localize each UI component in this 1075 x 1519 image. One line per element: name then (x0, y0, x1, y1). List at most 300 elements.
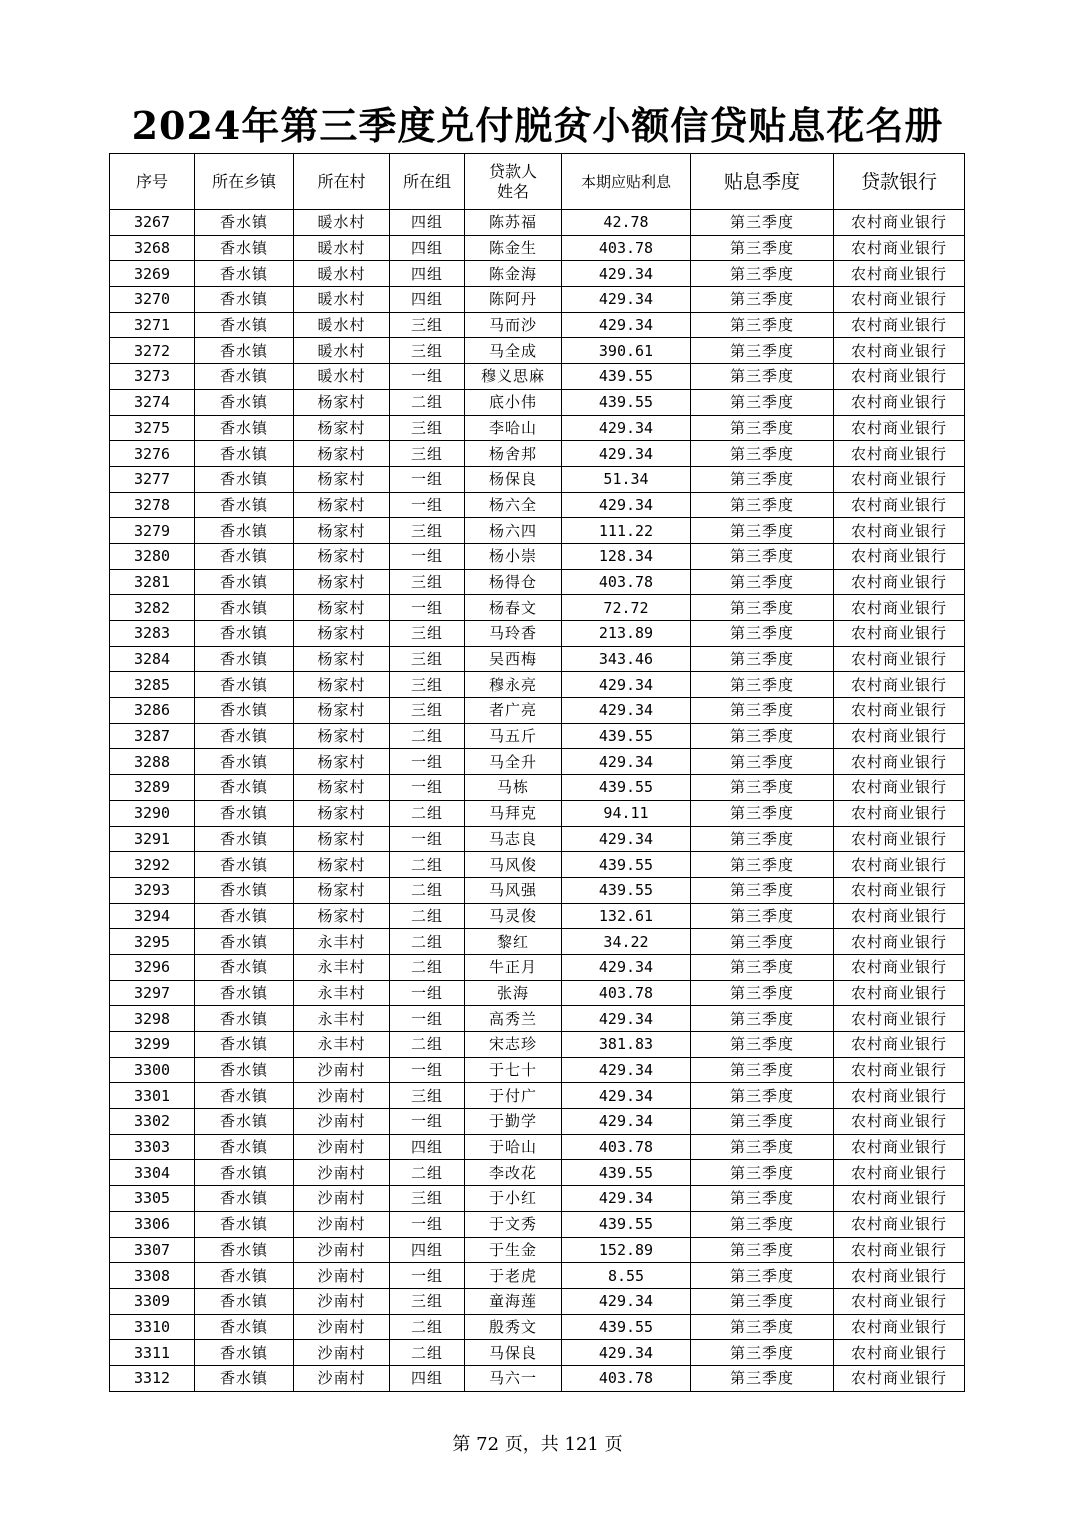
cell-seq: 3294 (110, 903, 195, 929)
cell-borrower: 马栋 (465, 775, 562, 801)
cell-township: 香水镇 (195, 852, 294, 878)
cell-seq: 3311 (110, 1340, 195, 1366)
cell-group: 二组 (390, 1032, 465, 1058)
cell-interest: 403.78 (562, 1134, 691, 1160)
cell-group: 一组 (390, 980, 465, 1006)
cell-quarter: 第三季度 (691, 1340, 834, 1366)
cell-village: 杨家村 (294, 903, 390, 929)
cell-quarter: 第三季度 (691, 1288, 834, 1314)
cell-borrower: 张海 (465, 980, 562, 1006)
cell-village: 永丰村 (294, 1006, 390, 1032)
cell-interest: 128.34 (562, 543, 691, 569)
table-row (110, 261, 965, 287)
header-bank: 贷款银行 (834, 154, 965, 210)
cell-seq: 3290 (110, 800, 195, 826)
cell-group: 二组 (390, 877, 465, 903)
cell-interest: 403.78 (562, 235, 691, 261)
cell-group: 一组 (390, 749, 465, 775)
cell-quarter: 第三季度 (691, 852, 834, 878)
cell-quarter: 第三季度 (691, 1134, 834, 1160)
table-row (110, 852, 965, 878)
header-seq: 序号 (110, 154, 195, 210)
cell-interest: 72.72 (562, 595, 691, 621)
cell-borrower: 穆永亮 (465, 672, 562, 698)
cell-quarter: 第三季度 (691, 235, 834, 261)
cell-township: 香水镇 (195, 826, 294, 852)
cell-township: 香水镇 (195, 595, 294, 621)
cell-group: 二组 (390, 852, 465, 878)
cell-borrower: 杨小崇 (465, 543, 562, 569)
cell-interest: 429.34 (562, 1057, 691, 1083)
cell-village: 沙南村 (294, 1186, 390, 1212)
cell-township: 香水镇 (195, 621, 294, 647)
cell-interest: 429.34 (562, 1288, 691, 1314)
cell-quarter: 第三季度 (691, 1083, 834, 1109)
cell-borrower: 于老虎 (465, 1263, 562, 1289)
cell-village: 杨家村 (294, 569, 390, 595)
cell-township: 香水镇 (195, 646, 294, 672)
cell-group: 二组 (390, 1314, 465, 1340)
cell-quarter: 第三季度 (691, 749, 834, 775)
cell-bank: 农村商业银行 (834, 852, 965, 878)
table-row (110, 415, 965, 441)
cell-borrower: 于七十 (465, 1057, 562, 1083)
cell-borrower: 于哈山 (465, 1134, 562, 1160)
cell-township: 香水镇 (195, 441, 294, 467)
cell-bank: 农村商业银行 (834, 1211, 965, 1237)
cell-quarter: 第三季度 (691, 723, 834, 749)
cell-borrower: 杨春文 (465, 595, 562, 621)
cell-seq: 3280 (110, 543, 195, 569)
cell-group: 四组 (390, 1134, 465, 1160)
cell-township: 香水镇 (195, 364, 294, 390)
cell-interest: 439.55 (562, 723, 691, 749)
cell-interest: 94.11 (562, 800, 691, 826)
cell-group: 一组 (390, 543, 465, 569)
table-row (110, 929, 965, 955)
cell-interest: 439.55 (562, 852, 691, 878)
cell-borrower: 高秀兰 (465, 1006, 562, 1032)
cell-interest: 429.34 (562, 1340, 691, 1366)
cell-quarter: 第三季度 (691, 877, 834, 903)
cell-township: 香水镇 (195, 1006, 294, 1032)
cell-seq: 3300 (110, 1057, 195, 1083)
cell-bank: 农村商业银行 (834, 877, 965, 903)
header-group: 所在组 (390, 154, 465, 210)
cell-quarter: 第三季度 (691, 518, 834, 544)
table-row (110, 749, 965, 775)
cell-seq: 3279 (110, 518, 195, 544)
cell-township: 香水镇 (195, 775, 294, 801)
table-row (110, 1083, 965, 1109)
cell-quarter: 第三季度 (691, 698, 834, 724)
table-row (110, 1314, 965, 1340)
cell-group: 四组 (390, 235, 465, 261)
cell-bank: 农村商业银行 (834, 1134, 965, 1160)
cell-group: 一组 (390, 492, 465, 518)
cell-quarter: 第三季度 (691, 903, 834, 929)
cell-quarter: 第三季度 (691, 338, 834, 364)
cell-borrower: 马六一 (465, 1365, 562, 1391)
cell-interest: 429.34 (562, 672, 691, 698)
cell-borrower: 牛正月 (465, 954, 562, 980)
cell-quarter: 第三季度 (691, 1160, 834, 1186)
cell-bank: 农村商业银行 (834, 800, 965, 826)
cell-bank: 农村商业银行 (834, 698, 965, 724)
cell-village: 暖水村 (294, 338, 390, 364)
cell-township: 香水镇 (195, 1109, 294, 1135)
cell-village: 沙南村 (294, 1134, 390, 1160)
cell-quarter: 第三季度 (691, 543, 834, 569)
cell-borrower: 马玲香 (465, 621, 562, 647)
cell-group: 四组 (390, 1365, 465, 1391)
table-row (110, 312, 965, 338)
cell-seq: 3309 (110, 1288, 195, 1314)
cell-township: 香水镇 (195, 1186, 294, 1212)
cell-township: 香水镇 (195, 1057, 294, 1083)
cell-quarter: 第三季度 (691, 775, 834, 801)
cell-seq: 3303 (110, 1134, 195, 1160)
cell-group: 一组 (390, 364, 465, 390)
cell-village: 永丰村 (294, 929, 390, 955)
cell-village: 沙南村 (294, 1057, 390, 1083)
cell-township: 香水镇 (195, 903, 294, 929)
cell-seq: 3271 (110, 312, 195, 338)
cell-group: 二组 (390, 800, 465, 826)
cell-group: 三组 (390, 646, 465, 672)
page-footer: 第 72 页，共 121 页 (452, 1434, 623, 1455)
cell-borrower: 童海莲 (465, 1288, 562, 1314)
table-row (110, 364, 965, 390)
cell-village: 永丰村 (294, 1032, 390, 1058)
cell-township: 香水镇 (195, 492, 294, 518)
cell-seq: 3273 (110, 364, 195, 390)
cell-bank: 农村商业银行 (834, 1057, 965, 1083)
cell-seq: 3296 (110, 954, 195, 980)
cell-interest: 429.34 (562, 441, 691, 467)
table-row (110, 1032, 965, 1058)
cell-village: 暖水村 (294, 210, 390, 236)
cell-interest: 403.78 (562, 569, 691, 595)
cell-group: 四组 (390, 287, 465, 313)
cell-township: 香水镇 (195, 210, 294, 236)
table-row (110, 903, 965, 929)
subsidy-roster-table (109, 153, 965, 1392)
cell-village: 沙南村 (294, 1365, 390, 1391)
cell-seq: 3307 (110, 1237, 195, 1263)
cell-seq: 3274 (110, 389, 195, 415)
cell-seq: 3269 (110, 261, 195, 287)
cell-interest: 429.34 (562, 415, 691, 441)
cell-seq: 3272 (110, 338, 195, 364)
cell-township: 香水镇 (195, 543, 294, 569)
cell-village: 杨家村 (294, 800, 390, 826)
cell-quarter: 第三季度 (691, 1365, 834, 1391)
cell-township: 香水镇 (195, 1083, 294, 1109)
cell-group: 三组 (390, 518, 465, 544)
cell-group: 三组 (390, 312, 465, 338)
cell-township: 香水镇 (195, 235, 294, 261)
cell-seq: 3284 (110, 646, 195, 672)
cell-borrower: 杨六四 (465, 518, 562, 544)
cell-interest: 343.46 (562, 646, 691, 672)
cell-village: 杨家村 (294, 415, 390, 441)
cell-quarter: 第三季度 (691, 569, 834, 595)
cell-village: 沙南村 (294, 1109, 390, 1135)
cell-seq: 3287 (110, 723, 195, 749)
cell-seq: 3267 (110, 210, 195, 236)
cell-borrower: 马风俊 (465, 852, 562, 878)
cell-interest: 439.55 (562, 877, 691, 903)
cell-village: 杨家村 (294, 441, 390, 467)
cell-bank: 农村商业银行 (834, 1314, 965, 1340)
cell-group: 三组 (390, 441, 465, 467)
cell-quarter: 第三季度 (691, 261, 834, 287)
table-row (110, 518, 965, 544)
table-row (110, 389, 965, 415)
table-row (110, 338, 965, 364)
cell-seq: 3291 (110, 826, 195, 852)
cell-bank: 农村商业银行 (834, 415, 965, 441)
cell-bank: 农村商业银行 (834, 518, 965, 544)
cell-quarter: 第三季度 (691, 800, 834, 826)
cell-township: 香水镇 (195, 1211, 294, 1237)
cell-village: 沙南村 (294, 1237, 390, 1263)
cell-village: 暖水村 (294, 287, 390, 313)
cell-seq: 3289 (110, 775, 195, 801)
cell-interest: 381.83 (562, 1032, 691, 1058)
cell-township: 香水镇 (195, 569, 294, 595)
cell-interest: 429.34 (562, 1109, 691, 1135)
cell-seq: 3295 (110, 929, 195, 955)
cell-village: 沙南村 (294, 1211, 390, 1237)
cell-seq: 3288 (110, 749, 195, 775)
cell-group: 一组 (390, 1006, 465, 1032)
cell-village: 杨家村 (294, 852, 390, 878)
cell-bank: 农村商业银行 (834, 441, 965, 467)
table-row (110, 287, 965, 313)
cell-bank: 农村商业银行 (834, 287, 965, 313)
cell-borrower: 杨保良 (465, 466, 562, 492)
cell-bank: 农村商业银行 (834, 749, 965, 775)
cell-borrower: 马拜克 (465, 800, 562, 826)
table-row (110, 441, 965, 467)
cell-village: 杨家村 (294, 518, 390, 544)
cell-quarter: 第三季度 (691, 1237, 834, 1263)
cell-village: 杨家村 (294, 621, 390, 647)
cell-seq: 3277 (110, 466, 195, 492)
cell-interest: 439.55 (562, 775, 691, 801)
cell-township: 香水镇 (195, 1365, 294, 1391)
cell-borrower: 底小伟 (465, 389, 562, 415)
cell-borrower: 者广亮 (465, 698, 562, 724)
cell-interest: 429.34 (562, 1006, 691, 1032)
cell-bank: 农村商业银行 (834, 235, 965, 261)
table-row (110, 466, 965, 492)
cell-group: 三组 (390, 569, 465, 595)
cell-group: 二组 (390, 929, 465, 955)
cell-borrower: 于小红 (465, 1186, 562, 1212)
cell-township: 香水镇 (195, 749, 294, 775)
cell-group: 三组 (390, 338, 465, 364)
cell-borrower: 于生金 (465, 1237, 562, 1263)
cell-seq: 3306 (110, 1211, 195, 1237)
cell-interest: 152.89 (562, 1237, 691, 1263)
cell-group: 二组 (390, 1340, 465, 1366)
cell-village: 暖水村 (294, 235, 390, 261)
table-row (110, 1160, 965, 1186)
cell-interest: 132.61 (562, 903, 691, 929)
cell-bank: 农村商业银行 (834, 466, 965, 492)
cell-borrower: 马全升 (465, 749, 562, 775)
cell-bank: 农村商业银行 (834, 980, 965, 1006)
header-borrower (465, 154, 562, 210)
table-row (110, 954, 965, 980)
cell-seq: 3268 (110, 235, 195, 261)
cell-quarter: 第三季度 (691, 826, 834, 852)
cell-bank: 农村商业银行 (834, 929, 965, 955)
cell-interest: 439.55 (562, 389, 691, 415)
cell-quarter: 第三季度 (691, 210, 834, 236)
table-row (110, 1365, 965, 1391)
cell-village: 沙南村 (294, 1314, 390, 1340)
cell-interest: 429.34 (562, 954, 691, 980)
cell-interest: 51.34 (562, 466, 691, 492)
cell-village: 永丰村 (294, 980, 390, 1006)
cell-quarter: 第三季度 (691, 1057, 834, 1083)
cell-seq: 3304 (110, 1160, 195, 1186)
cell-village: 杨家村 (294, 466, 390, 492)
cell-borrower: 马五斤 (465, 723, 562, 749)
table-row (110, 877, 965, 903)
cell-borrower: 陈金海 (465, 261, 562, 287)
cell-interest: 439.55 (562, 1160, 691, 1186)
cell-township: 香水镇 (195, 1134, 294, 1160)
cell-village: 杨家村 (294, 492, 390, 518)
cell-village: 杨家村 (294, 749, 390, 775)
cell-bank: 农村商业银行 (834, 1032, 965, 1058)
table-row (110, 1134, 965, 1160)
cell-quarter: 第三季度 (691, 954, 834, 980)
cell-borrower: 宋志珍 (465, 1032, 562, 1058)
cell-seq: 3312 (110, 1365, 195, 1391)
cell-borrower: 马志良 (465, 826, 562, 852)
cell-quarter: 第三季度 (691, 1186, 834, 1212)
cell-borrower: 马保良 (465, 1340, 562, 1366)
cell-township: 香水镇 (195, 1314, 294, 1340)
cell-interest: 439.55 (562, 364, 691, 390)
cell-group: 三组 (390, 698, 465, 724)
cell-bank: 农村商业银行 (834, 543, 965, 569)
cell-group: 一组 (390, 466, 465, 492)
table-row (110, 569, 965, 595)
cell-bank: 农村商业银行 (834, 903, 965, 929)
cell-township: 香水镇 (195, 466, 294, 492)
cell-borrower: 于付广 (465, 1083, 562, 1109)
cell-quarter: 第三季度 (691, 621, 834, 647)
cell-township: 香水镇 (195, 261, 294, 287)
cell-village: 沙南村 (294, 1160, 390, 1186)
cell-seq: 3292 (110, 852, 195, 878)
cell-group: 三组 (390, 415, 465, 441)
cell-village: 沙南村 (294, 1288, 390, 1314)
cell-group: 二组 (390, 954, 465, 980)
cell-group: 二组 (390, 903, 465, 929)
cell-seq: 3282 (110, 595, 195, 621)
table-row (110, 1288, 965, 1314)
cell-group: 一组 (390, 1057, 465, 1083)
header-borrower-line2: 姓名 (496, 181, 529, 201)
cell-group: 一组 (390, 826, 465, 852)
cell-group: 一组 (390, 775, 465, 801)
cell-township: 香水镇 (195, 1032, 294, 1058)
table-row (110, 210, 965, 236)
cell-bank: 农村商业银行 (834, 492, 965, 518)
cell-group: 一组 (390, 595, 465, 621)
cell-interest: 34.22 (562, 929, 691, 955)
cell-bank: 农村商业银行 (834, 595, 965, 621)
cell-group: 一组 (390, 1263, 465, 1289)
header-quarter: 贴息季度 (691, 154, 834, 210)
cell-quarter: 第三季度 (691, 1109, 834, 1135)
table-row (110, 800, 965, 826)
cell-quarter: 第三季度 (691, 441, 834, 467)
cell-village: 杨家村 (294, 723, 390, 749)
header-village: 所在村 (294, 154, 390, 210)
table-row (110, 698, 965, 724)
cell-village: 杨家村 (294, 775, 390, 801)
cell-quarter: 第三季度 (691, 364, 834, 390)
cell-borrower: 陈苏福 (465, 210, 562, 236)
table-row (110, 595, 965, 621)
cell-interest: 439.55 (562, 1211, 691, 1237)
cell-township: 香水镇 (195, 800, 294, 826)
cell-interest: 429.34 (562, 312, 691, 338)
cell-village: 暖水村 (294, 261, 390, 287)
cell-quarter: 第三季度 (691, 929, 834, 955)
cell-seq: 3293 (110, 877, 195, 903)
cell-borrower: 马而沙 (465, 312, 562, 338)
cell-quarter: 第三季度 (691, 312, 834, 338)
cell-borrower: 杨得仓 (465, 569, 562, 595)
cell-quarter: 第三季度 (691, 1032, 834, 1058)
cell-borrower: 李改花 (465, 1160, 562, 1186)
cell-township: 香水镇 (195, 672, 294, 698)
cell-seq: 3308 (110, 1263, 195, 1289)
cell-village: 杨家村 (294, 698, 390, 724)
cell-seq: 3297 (110, 980, 195, 1006)
cell-seq: 3310 (110, 1314, 195, 1340)
cell-village: 杨家村 (294, 877, 390, 903)
cell-borrower: 陈金生 (465, 235, 562, 261)
cell-interest: 429.34 (562, 261, 691, 287)
cell-township: 香水镇 (195, 1288, 294, 1314)
cell-township: 香水镇 (195, 698, 294, 724)
cell-group: 一组 (390, 1109, 465, 1135)
cell-bank: 农村商业银行 (834, 338, 965, 364)
cell-bank: 农村商业银行 (834, 723, 965, 749)
cell-quarter: 第三季度 (691, 595, 834, 621)
cell-township: 香水镇 (195, 980, 294, 1006)
cell-village: 杨家村 (294, 826, 390, 852)
cell-bank: 农村商业银行 (834, 672, 965, 698)
cell-quarter: 第三季度 (691, 492, 834, 518)
cell-township: 香水镇 (195, 1263, 294, 1289)
cell-quarter: 第三季度 (691, 389, 834, 415)
cell-quarter: 第三季度 (691, 1314, 834, 1340)
table-row (110, 235, 965, 261)
cell-bank: 农村商业银行 (834, 1365, 965, 1391)
